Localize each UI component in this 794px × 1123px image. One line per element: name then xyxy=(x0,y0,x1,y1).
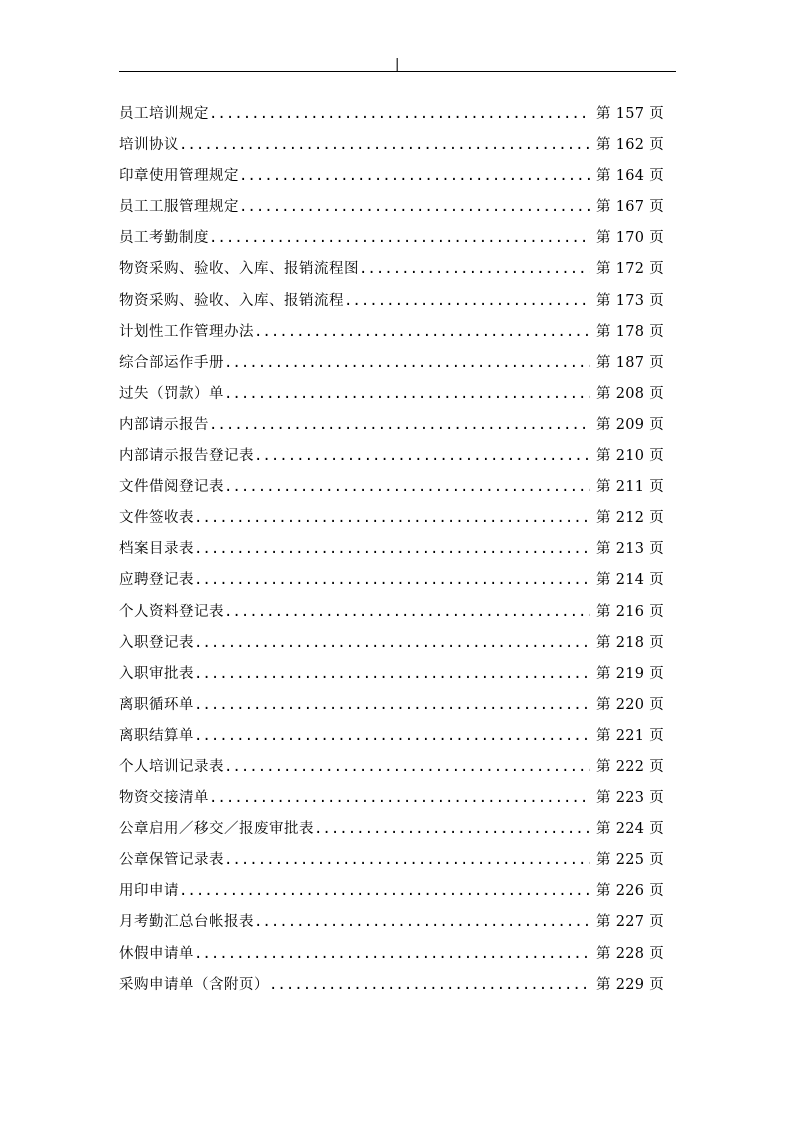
toc-entry-title: 个人培训记录表 xyxy=(119,758,224,775)
toc-entry-title: 公章保管记录表 xyxy=(119,852,224,869)
toc-dot-leader xyxy=(194,690,590,721)
toc-dot-leader xyxy=(224,379,590,410)
toc-entry-page: 第 218 页 xyxy=(596,634,664,651)
toc-entry-page: 第 208 页 xyxy=(596,385,664,402)
toc-entry-page: 第 226 页 xyxy=(596,883,664,900)
toc-entry-page: 第 228 页 xyxy=(596,945,664,962)
toc-entry[interactable] xyxy=(119,970,664,1001)
toc-entry[interactable] xyxy=(119,783,664,814)
toc-entry[interactable] xyxy=(119,659,664,690)
toc-dot-leader xyxy=(209,783,590,814)
toc-dot-leader xyxy=(239,192,590,223)
toc-entry[interactable] xyxy=(119,876,664,907)
toc-entry-title: 文件借阅登记表 xyxy=(119,479,224,496)
toc-dot-leader xyxy=(179,876,590,907)
toc-entry-page: 第 211 页 xyxy=(596,479,664,496)
toc-dot-leader xyxy=(239,161,590,192)
toc-entry-page: 第 212 页 xyxy=(596,510,664,527)
toc-entry-title: 员工培训规定 xyxy=(119,106,209,122)
toc-entry-title: 应聘登记表 xyxy=(119,572,194,589)
toc-entry-title: 公章启用／移交／报废审批表 xyxy=(119,821,314,838)
toc-entry-title: 物资采购、验收、入库、报销流程图 xyxy=(119,261,359,278)
toc-entry-title: 个人资料登记表 xyxy=(119,603,224,620)
toc-entry-page: 第 170 页 xyxy=(596,230,664,247)
toc-entry[interactable] xyxy=(119,534,664,565)
toc-entry-title: 用印申请 xyxy=(119,883,179,900)
toc-dot-leader xyxy=(194,659,590,690)
toc-entry-title: 印章使用管理规定 xyxy=(119,168,239,185)
toc-entry-page: 第 167 页 xyxy=(596,199,664,216)
toc-dot-leader xyxy=(224,472,590,503)
toc-entry-page: 第 210 页 xyxy=(596,448,664,465)
toc-entry-title: 员工工服管理规定 xyxy=(119,199,239,216)
toc-entry-title: 综合部运作手册 xyxy=(119,354,224,371)
toc-entry[interactable] xyxy=(119,223,664,254)
toc-entry[interactable] xyxy=(119,721,664,752)
toc-dot-leader xyxy=(194,721,590,752)
toc-entry[interactable] xyxy=(119,907,664,938)
toc-dot-leader xyxy=(179,130,590,161)
toc-entry-page: 第 209 页 xyxy=(596,416,664,433)
toc-dot-leader xyxy=(209,99,590,130)
toc-entry[interactable] xyxy=(119,814,664,845)
toc-dot-leader xyxy=(224,597,590,628)
toc-dot-leader xyxy=(194,534,590,565)
toc-entry-page: 第 178 页 xyxy=(596,323,664,340)
toc-entry[interactable] xyxy=(119,254,664,285)
toc-dot-leader xyxy=(224,845,590,876)
toc-entry[interactable] xyxy=(119,410,664,441)
toc-entry-title: 入职登记表 xyxy=(119,634,194,651)
toc-entry-title: 物资采购、验收、入库、报销流程 xyxy=(119,292,344,309)
toc-entry-title: 过失（罚款）单 xyxy=(119,385,224,402)
toc-entry-page: 第 229 页 xyxy=(596,976,664,993)
toc-entry-title: 月考勤汇总台帐报表 xyxy=(119,914,254,931)
toc-entry-title: 离职循环单 xyxy=(119,696,194,713)
toc-entry-title: 培训协议 xyxy=(119,137,179,154)
toc-entry-title: 入职审批表 xyxy=(119,665,194,682)
toc-entry-page: 第 224 页 xyxy=(596,821,664,838)
toc-entry[interactable] xyxy=(119,597,664,628)
toc-entry-page: 第 173 页 xyxy=(596,292,664,309)
toc-entry-page: 第 223 页 xyxy=(596,790,664,807)
toc-entry[interactable] xyxy=(119,379,664,410)
toc-dot-leader xyxy=(314,814,590,845)
toc-entry-title: 内部请示报告 xyxy=(119,416,209,433)
toc-entry-page: 第 157 页 xyxy=(596,106,664,122)
toc-dot-leader xyxy=(344,286,590,317)
toc-entry[interactable] xyxy=(119,565,664,596)
toc-dot-leader xyxy=(194,628,590,659)
toc-entry-page: 第 227 页 xyxy=(596,914,664,931)
toc-dot-leader xyxy=(209,410,590,441)
toc-dot-leader xyxy=(194,503,590,534)
table-of-contents xyxy=(119,99,664,1001)
toc-dot-leader xyxy=(254,317,590,348)
toc-entry-title: 计划性工作管理办法 xyxy=(119,323,254,340)
header-rule xyxy=(119,71,676,72)
toc-entry-page: 第 220 页 xyxy=(596,696,664,713)
toc-entry-title: 文件签收表 xyxy=(119,510,194,527)
toc-dot-leader xyxy=(359,254,590,285)
toc-entry-page: 第 214 页 xyxy=(596,572,664,589)
toc-entry-page: 第 164 页 xyxy=(596,168,664,185)
toc-entry-page: 第 219 页 xyxy=(596,665,664,682)
toc-dot-leader xyxy=(254,441,590,472)
toc-entry-title: 采购申请单（含附页） xyxy=(119,976,269,993)
toc-entry-page: 第 222 页 xyxy=(596,758,664,775)
toc-entry-title: 物资交接清单 xyxy=(119,790,209,807)
toc-entry[interactable] xyxy=(119,99,664,130)
toc-entry-title: 内部请示报告登记表 xyxy=(119,448,254,465)
toc-entry[interactable] xyxy=(119,752,664,783)
toc-entry[interactable] xyxy=(119,690,664,721)
toc-entry[interactable] xyxy=(119,939,664,970)
toc-entry-page: 第 162 页 xyxy=(596,137,664,154)
toc-dot-leader xyxy=(269,970,590,1001)
toc-dot-leader xyxy=(224,348,590,379)
toc-entry-title: 档案目录表 xyxy=(119,541,194,558)
toc-dot-leader xyxy=(224,752,590,783)
toc-entry[interactable] xyxy=(119,192,664,223)
toc-entry-page: 第 216 页 xyxy=(596,603,664,620)
toc-entry[interactable] xyxy=(119,845,664,876)
toc-entry-page: 第 172 页 xyxy=(596,261,664,278)
toc-entry-page: 第 225 页 xyxy=(596,852,664,869)
toc-entry[interactable] xyxy=(119,317,664,348)
toc-dot-leader xyxy=(254,907,590,938)
toc-dot-leader xyxy=(194,939,590,970)
toc-dot-leader xyxy=(209,223,590,254)
toc-entry[interactable] xyxy=(119,503,664,534)
toc-entry[interactable] xyxy=(119,441,664,472)
toc-entry-title: 员工考勤制度 xyxy=(119,230,209,247)
toc-entry[interactable] xyxy=(119,348,664,379)
toc-entry-page: 第 221 页 xyxy=(596,727,664,744)
toc-entry-title: 休假申请单 xyxy=(119,945,194,962)
toc-entry[interactable] xyxy=(119,286,664,317)
toc-entry-page: 第 187 页 xyxy=(596,354,664,371)
toc-dot-leader xyxy=(194,565,590,596)
toc-entry[interactable] xyxy=(119,161,664,192)
toc-entry[interactable] xyxy=(119,472,664,503)
toc-entry-page: 第 213 页 xyxy=(596,541,664,558)
toc-entry[interactable] xyxy=(119,628,664,659)
header-mark: | xyxy=(395,57,400,72)
toc-entry-title: 离职结算单 xyxy=(119,727,194,744)
toc-entry[interactable] xyxy=(119,130,664,161)
